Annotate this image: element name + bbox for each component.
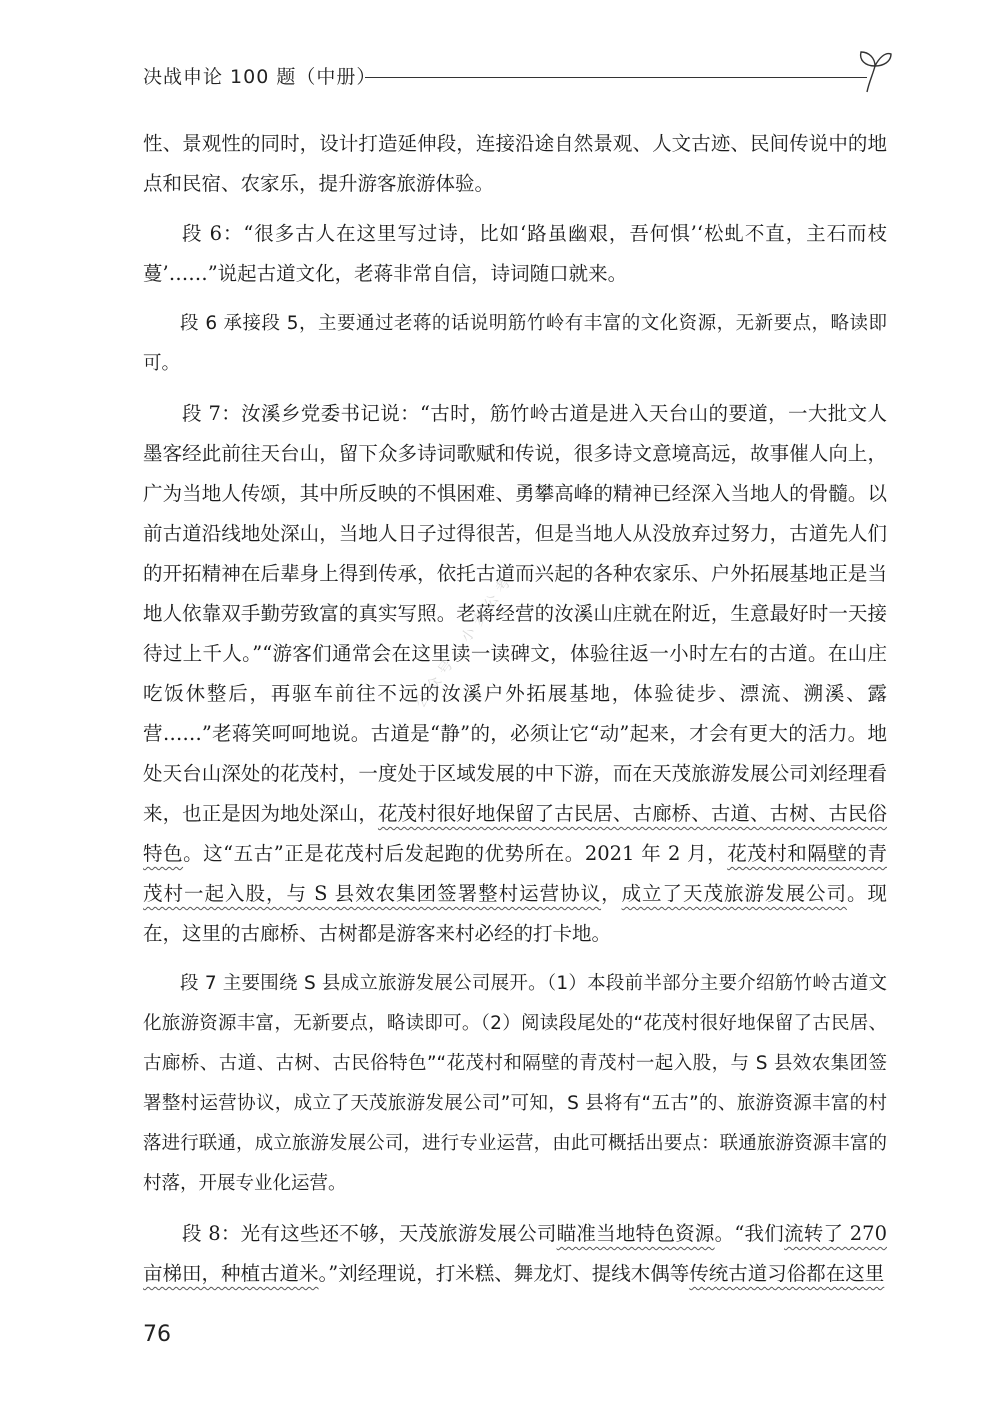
analysis-paragraph-6: 段 6 承接段 5，主要通过老蒋的话说明筋竹岭有丰富的文化资源，无新要点，略读即可。 [143,313,887,374]
key-phrase-five-ancients: 花茂村很好地保留了古民居、古廊桥、古道、古树、古民俗特色 [143,802,887,865]
book-title: 决战申论 100 题（中册） [143,66,377,88]
paragraph-8-text-3: 。”刘经理说，打米糕、舞龙灯、提线木偶等 [318,1262,690,1285]
key-phrase-traditional-customs: 传统古道习俗都在这里 [689,1262,885,1285]
key-phrase-company-founded: 成立了天茂旅游发展公司 [621,882,847,905]
key-phrase-terraced-fields: 流转了 270 亩梯田，种植古道米 [143,1222,887,1285]
paragraph-7 [143,394,887,954]
paragraph-8-text: 段 8：光有这些还不够，天茂旅游发展公司 [182,1222,557,1245]
header-rule [365,77,867,78]
sprout-icon [855,44,895,94]
page-number: 76 [143,1322,171,1347]
page-body [143,124,887,1294]
paragraph-6: 段 6：“很多古人在这里写过诗，比如‘路虽幽艰，吾何惧’‘松虬不直，主石而枝蔓’……”说起古道文化，老蒋非常自信，诗词随口就来。 [143,222,887,285]
paragraph-7-text-2: 。这“五古”正是花茂村后发起跑的优势所在。2021 年 2 月， [183,842,728,865]
paragraph-8-text-2: 。“我们 [714,1222,785,1245]
analysis-paragraph-7: 段 7 主要围绕 S 县成立旅游发展公司展开。（1）本段前半部分主要介绍筋竹岭古道文化旅游资源丰富，无新要点，略读即可。（2）阅读段尾处的“花茂村很好地保留了古民居、古廊桥、古道、古树、古民俗特色”“花茂村和隔壁的青茂村一起入股，与 S 县效农集团签署整村运营协议，成立了天茂旅游发展公司”可知，S 县将有“五古”的、旅游资源丰富的村落进行联通，成立旅游发展公司，进行专业运营，由此可概括出要点：联通旅游资源丰富的村落，开展专业化运营。 [143,973,887,1194]
running-header [143,58,893,98]
paragraph-continued: 性、景观性的同时，设计打造延伸段，连接沿途自然景观、人文古迹、民间传说中的地点和民宿、农家乐，提升游客旅游体验。 [143,132,887,195]
key-phrase-local-resources: 瞄准当地特色资源 [556,1222,715,1245]
watermark: 公众号：小麦公考 [412,570,518,711]
paragraph-8 [143,1214,887,1294]
paragraph-7-text: 段 7：汝溪乡党委书记说：“古时，筋竹岭古道是进入天台山的要道，一大批文人墨客经此前往天台山，留下众多诗词歌赋和传说，很多诗文意境高远，故事催人向上，广为当地人传颂，其中所反映的不惧困难、勇攀高峰的精神已经深入当地人的骨髓。以前古道沿线地处深山，当地人日子过得很苦，但是当地人从没放弃过努力，古道先人们的开拓精神在后辈身上得到传承，依托古道而兴起的各种农家乐、户外拓展基地正是当地人依靠双手勤劳致富的真实写照。老蒋经营的汝溪山庄就在附近，生意最好时一天接待过上千人。”“游客们通常会在这里读一读碑文，体验往返一小时左右的古道。在山庄吃饭休整后，再驱车前往不远的汝溪户外拓展基地，体验徒步、漂流、溯溪、露营……”老蒋笑呵呵地说。古道是“静”的，必须让它“动”起来，才会有更大的活力。地处天台山深处的花茂村，一度处于区域发展的中下游，而在天茂旅游发展公司刘经理看来，也正是因为地处深山， [143,402,887,825]
paragraph-7-text-3: ， [601,882,622,905]
key-phrase-joint-shares: 花茂村和隔壁的青茂村一起入股，与 S 县效农集团签署整村运营协议 [143,842,887,905]
paragraph-7-text-4: 。现在，这里的古廊桥、古树都是游客来村必经的打卡地。 [143,882,887,945]
